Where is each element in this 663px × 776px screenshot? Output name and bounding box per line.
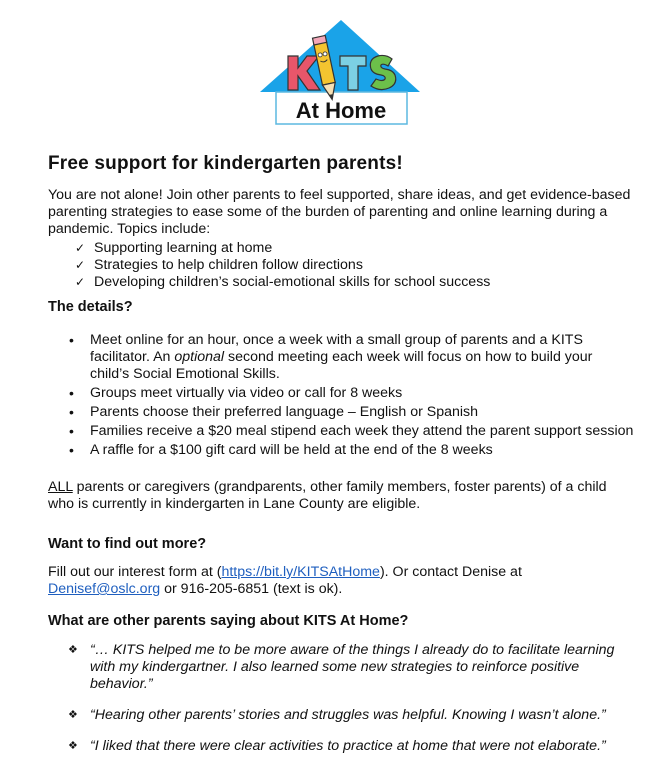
- kits-at-home-logo: [258, 18, 423, 128]
- details-item-line: [90, 349, 646, 366]
- bullet-icon: •: [69, 423, 74, 439]
- details-item-text: Parents choose their preferred language – English or Spanish: [90, 404, 479, 420]
- details-item-text: Groups meet virtually via video or call for 8 weeks: [90, 385, 403, 401]
- more-info-line: [48, 564, 522, 581]
- details-item: [66, 404, 646, 421]
- eligibility-line: [48, 479, 607, 496]
- text-span: Fill out our interest form at (: [48, 564, 222, 580]
- testimonial-line: “I liked that there were clear activities to practice at home that were not elaborate.”: [90, 738, 606, 754]
- more-info-heading: Want to find out more?: [48, 536, 207, 552]
- text-span: parents or caregivers (grandparents, other family members, foster parents) of a child: [72, 479, 607, 495]
- testimonial-line: behavior.”: [90, 676, 153, 692]
- all-emphasis: ALL: [48, 479, 73, 495]
- details-item: [66, 385, 646, 402]
- letter-s-icon: [370, 55, 395, 89]
- house-logo-icon: [258, 18, 423, 128]
- testimonial-line: “Hearing other parents’ stories and struggles was helpful. Knowing I wasn’t alone.”: [90, 707, 606, 723]
- testimonials-heading: What are other parents saying about KITS At Home?: [48, 613, 409, 629]
- testimonials-list: [66, 642, 646, 769]
- details-item: [66, 332, 646, 383]
- details-item-line: Meet online for an hour, once a week with a small group of parents and a KITS: [90, 332, 583, 348]
- topic-item: [75, 240, 490, 257]
- details-item-text: Families receive a $20 meal stipend each week they attend the parent support session: [90, 423, 634, 439]
- text-span: ). Or contact Denise at: [379, 564, 522, 580]
- eligibility-paragraph: [48, 479, 607, 513]
- topics-list: [75, 240, 490, 291]
- bullet-icon: •: [69, 442, 74, 458]
- topic-label: Developing children’s social-emotional skills for school success: [94, 274, 491, 290]
- eligibility-line: who is currently in kindergarten in Lane County are eligible.: [48, 496, 421, 512]
- bullet-icon: •: [69, 332, 74, 348]
- details-item: [66, 442, 646, 459]
- topic-item: [75, 274, 490, 291]
- testimonial-line: with my kindergartner. I also learned some new strategies to reinforce positive: [90, 659, 580, 675]
- topic-label: Supporting learning at home: [94, 240, 273, 256]
- testimonial-item: [66, 642, 646, 693]
- testimonial-line: “… KITS helped me to be more aware of the things I already do to facilitate learning: [90, 642, 615, 658]
- details-list: [66, 332, 646, 461]
- testimonial-item: [66, 707, 646, 724]
- diamond-bullet-icon: ❖: [68, 709, 78, 721]
- page-title: Free support for kindergarten parents!: [48, 153, 403, 174]
- topic-label: Strategies to help children follow directions: [94, 257, 363, 273]
- email-link[interactable]: Denisef@oslc.org: [48, 581, 161, 597]
- intro-line: You are not alone! Join other parents to feel supported, share ideas, and get evidence-based: [48, 187, 631, 203]
- details-item-text: A raffle for a $100 gift card will be held at the end of the 8 weeks: [90, 442, 493, 458]
- details-item-line: child’s Social Emotional Skills.: [90, 366, 280, 382]
- bullet-icon: •: [69, 385, 74, 401]
- intro-line: pandemic. Topics include:: [48, 221, 211, 237]
- checkmark-icon: ✓: [75, 258, 86, 272]
- text-span: or 916-205-6851 (text is ok).: [160, 581, 343, 597]
- diamond-bullet-icon: ❖: [68, 740, 78, 752]
- intro-line: parenting strategies to ease some of the burden of parenting and online learning during a: [48, 204, 608, 220]
- text-span: facilitator. An: [90, 349, 175, 365]
- optional-emphasis: optional: [174, 349, 225, 365]
- interest-form-link[interactable]: https://bit.ly/KITSAtHome: [221, 564, 380, 580]
- topic-item: [75, 257, 490, 274]
- details-heading: The details?: [48, 299, 133, 315]
- testimonial-item: [66, 738, 646, 755]
- details-item: [66, 423, 646, 440]
- text-span: second meeting each week will focus on how to build your: [224, 349, 593, 365]
- intro-paragraph: [48, 187, 630, 238]
- checkmark-icon: ✓: [75, 241, 86, 255]
- more-info-line: [48, 581, 522, 598]
- more-info-paragraph: [48, 564, 522, 598]
- diamond-bullet-icon: ❖: [68, 644, 78, 656]
- bullet-icon: •: [69, 404, 74, 420]
- checkmark-icon: ✓: [75, 275, 86, 289]
- logo-subtitle: At Home: [295, 98, 387, 123]
